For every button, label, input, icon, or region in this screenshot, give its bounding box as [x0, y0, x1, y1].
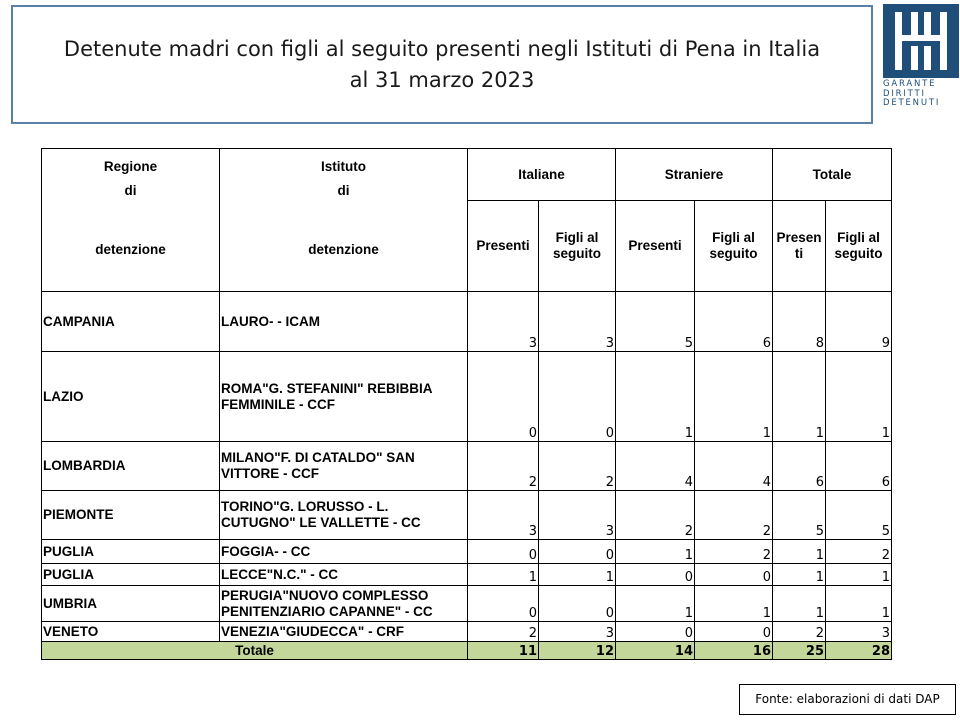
value-cell: 3	[826, 622, 892, 642]
header-region-line2: di	[124, 183, 137, 198]
total-value-cell: 16	[695, 642, 773, 660]
value-cell: 6	[826, 442, 892, 491]
value-cell: 1	[826, 586, 892, 622]
total-label: Totale	[42, 642, 468, 660]
value-cell: 0	[539, 352, 616, 442]
subheader-cell: Presen ti	[773, 201, 826, 292]
value-cell: 5	[616, 292, 695, 352]
value-cell: 2	[773, 622, 826, 642]
value-cell: 1	[773, 540, 826, 564]
region-cell: PIEMONTE	[42, 491, 220, 540]
region-cell: PUGLIA	[42, 564, 220, 586]
value-cell: 1	[773, 352, 826, 442]
detainees-table	[41, 148, 892, 660]
value-cell: 2	[616, 491, 695, 540]
table-row	[42, 586, 892, 622]
title-box	[11, 5, 873, 124]
value-cell: 0	[695, 564, 773, 586]
page-title-line2: al 31 marzo 2023	[349, 67, 535, 92]
table-row	[42, 352, 892, 442]
header-institute-line2: di	[337, 183, 350, 198]
value-cell: 1	[539, 564, 616, 586]
total-value-cell: 28	[826, 642, 892, 660]
subheader-cell: Presenti	[468, 201, 539, 292]
value-cell: 1	[616, 586, 695, 622]
total-value-cell: 12	[539, 642, 616, 660]
value-cell: 0	[539, 540, 616, 564]
value-cell: 0	[616, 564, 695, 586]
value-cell: 0	[468, 352, 539, 442]
region-cell: CAMPANIA	[42, 292, 220, 352]
garante-logo-icon	[883, 4, 959, 78]
value-cell: 2	[695, 491, 773, 540]
value-cell: 9	[826, 292, 892, 352]
institute-cell: ROMA"G. STEFANINI" REBIBBIA FEMMINILE - CCF	[220, 352, 468, 442]
header-institute-line3: detenzione	[308, 242, 379, 257]
region-cell: UMBRIA	[42, 586, 220, 622]
header-group-italiane: Italiane	[468, 149, 616, 201]
table-row	[42, 442, 892, 491]
value-cell: 3	[468, 292, 539, 352]
value-cell: 6	[695, 292, 773, 352]
value-cell: 3	[539, 622, 616, 642]
total-row	[42, 642, 892, 660]
value-cell: 0	[468, 540, 539, 564]
value-cell: 3	[539, 491, 616, 540]
logo-text-line1: GARANTE	[883, 79, 937, 89]
value-cell: 2	[826, 540, 892, 564]
total-value-cell: 25	[773, 642, 826, 660]
logo-text	[883, 80, 959, 109]
logo-text-line2: DIRITTI	[883, 88, 926, 99]
value-cell: 1	[616, 352, 695, 442]
institute-cell: LAURO- - ICAM	[220, 292, 468, 352]
value-cell: 1	[773, 586, 826, 622]
region-cell: PUGLIA	[42, 540, 220, 564]
table-row	[42, 564, 892, 586]
table-row	[42, 540, 892, 564]
value-cell: 1	[826, 564, 892, 586]
source-note: Fonte: elaborazioni di dati DAP	[739, 684, 956, 715]
institute-cell: FOGGIA- - CC	[220, 540, 468, 564]
value-cell: 1	[773, 564, 826, 586]
subheader-cell: Figli al seguito	[539, 201, 616, 292]
institute-cell: TORINO"G. LORUSSO - L. CUTUGNO" LE VALLETTE - CC	[220, 491, 468, 540]
subheader-cell: Figli al seguito	[695, 201, 773, 292]
value-cell: 5	[826, 491, 892, 540]
value-cell: 1	[616, 540, 695, 564]
header-row-1	[42, 149, 892, 201]
subheader-cell: Presenti	[616, 201, 695, 292]
value-cell: 6	[773, 442, 826, 491]
page-title-line1: Detenute madri con figli al seguito presenti negli Istituti di Pena in Italia	[63, 36, 821, 61]
table-row	[42, 622, 892, 642]
header-institute-line1: Istituto	[321, 159, 366, 174]
garante-logo	[883, 4, 959, 108]
value-cell: 0	[695, 622, 773, 642]
header-institute	[220, 149, 468, 292]
institute-cell: MILANO"F. DI CATALDO" SAN VITTORE - CCF	[220, 442, 468, 491]
total-value-cell: 11	[468, 642, 539, 660]
institute-cell: LECCE"N.C." - CC	[220, 564, 468, 586]
institute-cell: PERUGIA"NUOVO COMPLESSO PENITENZIARIO CAPANNE" - CC	[220, 586, 468, 622]
value-cell: 1	[695, 586, 773, 622]
table-row	[42, 491, 892, 540]
header-group-straniere: Straniere	[616, 149, 773, 201]
value-cell: 3	[468, 491, 539, 540]
total-value-cell: 14	[616, 642, 695, 660]
header-region	[42, 149, 220, 292]
header-region-line1: Regione	[103, 159, 158, 174]
region-cell: VENETO	[42, 622, 220, 642]
value-cell: 5	[773, 491, 826, 540]
value-cell: 0	[539, 586, 616, 622]
value-cell: 0	[616, 622, 695, 642]
region-cell: LOMBARDIA	[42, 442, 220, 491]
value-cell: 2	[695, 540, 773, 564]
header-group-totale: Totale	[773, 149, 892, 201]
table-row	[42, 292, 892, 352]
value-cell: 2	[468, 442, 539, 491]
subheader-cell: Figli al seguito	[826, 201, 892, 292]
value-cell: 1	[826, 352, 892, 442]
value-cell: 0	[468, 586, 539, 622]
value-cell: 1	[468, 564, 539, 586]
header-region-line3: detenzione	[95, 242, 166, 257]
region-cell: LAZIO	[42, 352, 220, 442]
institute-cell: VENEZIA"GIUDECCA" - CRF	[220, 622, 468, 642]
logo-text-line3: DETENUTI	[883, 98, 941, 108]
value-cell: 1	[695, 352, 773, 442]
value-cell: 4	[695, 442, 773, 491]
value-cell: 8	[773, 292, 826, 352]
value-cell: 2	[468, 622, 539, 642]
value-cell: 2	[539, 442, 616, 491]
value-cell: 4	[616, 442, 695, 491]
value-cell: 3	[539, 292, 616, 352]
